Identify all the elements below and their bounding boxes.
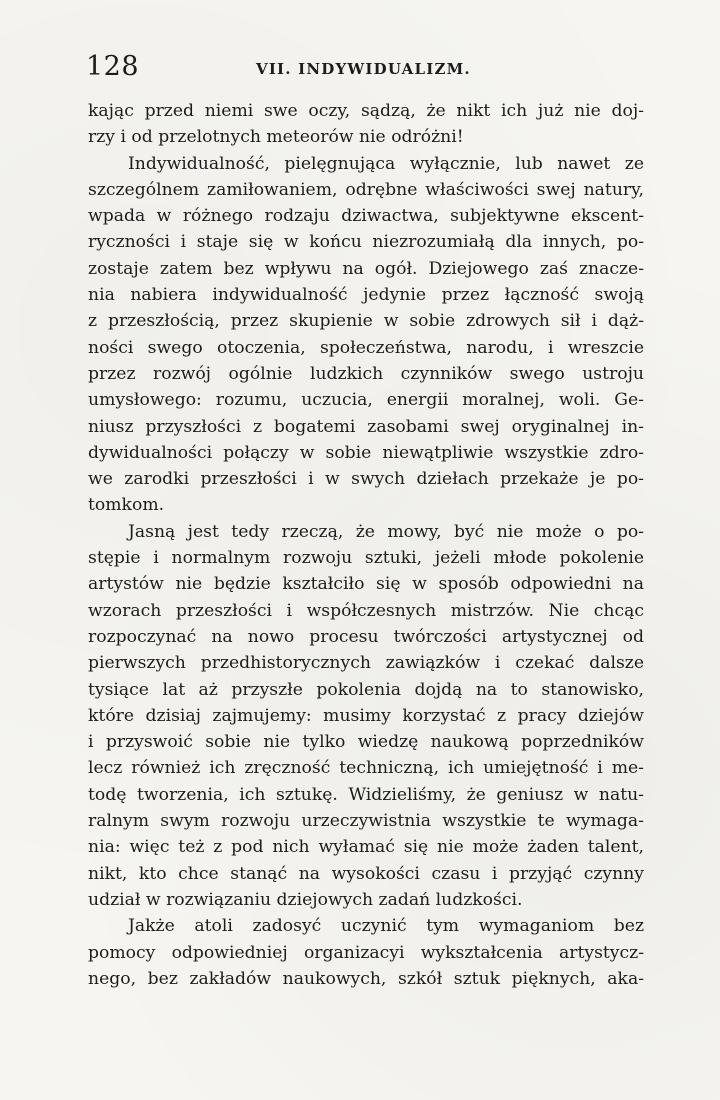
text-line: Indywidualność, pielęgnująca wyłącznie, lub nawet ze [128, 153, 644, 174]
text-line: nego, bez zakładów naukowych, szkół sztuk pięknych, aka- [88, 968, 644, 989]
text-line: nia nabiera indywidualność jedynie przez łączność swoją [88, 285, 644, 306]
text-line: pierwszych przedhistorycznych zawiązków i czekać dalsze [88, 653, 644, 674]
text-line: tomkom. [88, 495, 165, 516]
text-line: rzy i od przelotnych meteorów nie odróżni! [88, 127, 464, 148]
text-line: pomocy odpowiedniej organizacyi wykształcenia artystycz- [88, 942, 644, 963]
page-header [86, 50, 646, 90]
text-line: udział w rozwiązaniu dziejowych zadań ludzkości. [88, 889, 523, 910]
text-line: stępie i normalnym rozwoju sztuki, jeżeli młode pokolenie [88, 548, 644, 569]
text-line: wpada w różnego rodzaju dziwactwa, subjektywne ekscent- [88, 206, 644, 227]
text-line: ności swego otoczenia, społeczeństwa, narodu, i wreszcie [88, 337, 644, 358]
text-line: tysiące lat aż przyszłe pokolenia dojdą na to stanowisko, [88, 679, 644, 700]
text-line: Jasną jest tedy rzeczą, że mowy, być nie może o po- [128, 521, 644, 542]
text-line: które dzisiaj zajmujemy: musimy korzystać z pracy dziejów [88, 705, 644, 726]
text-line: nia: więc też z pod nich wyłamać się nie może żaden talent, [88, 837, 644, 858]
text-line: kając przed niemi swe oczy, sądzą, że nikt ich już nie doj- [88, 101, 644, 121]
text-line: artystów nie będzie kształciło się w sposób odpowiedni na [88, 574, 644, 595]
text-line: umysłowego: rozumu, uczucia, energii moralnej, woli. Ge- [88, 390, 644, 411]
text-line: przez rozwój ogólnie ludzkich czynników swego ustroju [88, 363, 644, 384]
text-line: zostaje zatem bez wpływu na ogół. Dziejowego zaś znacze- [88, 258, 644, 279]
text-line: nikt, kto chce stanąć na wysokości czasu i przyjąć czynny [88, 863, 644, 884]
text-line: szczególnem zamiłowaniem, odrębne właściwości swej natury, [88, 179, 644, 200]
text-line: Jakże atoli zadosyć uczynić tym wymaganiom bez [128, 916, 644, 937]
text-line: i przyswoić sobie nie tylko wiedzę naukową poprzedników [88, 732, 644, 753]
running-head: VII. INDYWIDUALIZM. [256, 60, 471, 78]
text-line: todę tworzenia, ich sztukę. Widzieliśmy, że geniusz w natu- [88, 784, 644, 805]
text-line: dywidualności połączy w sobie niewątpliwie wszystkie zdro- [88, 442, 644, 463]
text-line: niusz przyszłości z bogatemi zasobami swej oryginalnej in- [88, 416, 644, 437]
text-line: wzorach przeszłości i współczesnych mistrzów. Nie chcąc [88, 600, 644, 621]
body-text [88, 98, 644, 992]
page-number: 128 [86, 51, 140, 82]
text-line: ryczności i staje się w końcu niezrozumiałą dla innych, po- [88, 232, 644, 253]
text-line: lecz również ich zręczność techniczną, ich umiejętność i me- [88, 758, 644, 779]
text-line: we zarodki przeszłości i w swych dziełach przekaże je po- [88, 469, 644, 490]
text-line: z przeszłością, przez skupienie w sobie zdrowych sił i dąż- [88, 311, 644, 332]
text-line: rozpoczynać na nowo procesu twórczości artystycznej od [88, 626, 644, 647]
text-line: ralnym swym rozwoju urzeczywistnia wszystkie te wymaga- [88, 811, 644, 832]
